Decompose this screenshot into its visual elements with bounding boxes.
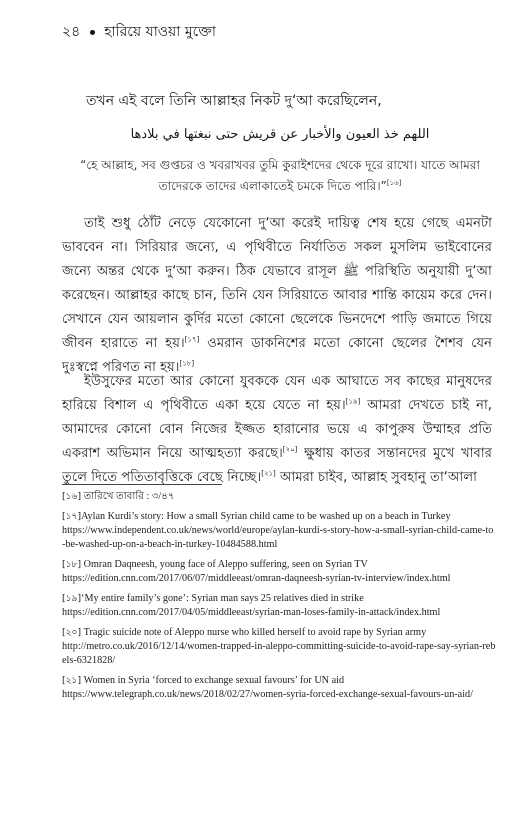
paragraph-text: তাই শুধু ঠোঁট নেড়ে যেকোনো দু‘আ করেই দায়িত্ব শেষ হয়ে গেছে এমনটা ভাববেন না। সিরিয়ার জন্যে, এ পৃথিবীতে নির্যাতিত সকল মুসলিম ভাইবোনের জন্যে অন্তর থেকে দু‘আ করুন। ঠিক যেভাবে রাসূল ﷺ পরিস্থিতি অনুযায়ী দু‘আ করেছেন। আল্লাহর কাছে চান, তিনি যেন সিরিয়াতে আবার শান্তি কায়েম করে দেন। সেখানে যেন আয়লান কুর্দির মতো কোনো ছেলেকে ভিনদেশে পাড়ি জমাতে গিয়ে জীবন হারাতে না হয়।: [62, 216, 493, 351]
paragraph-text: আমরা দেখতে চাই না, আমাদের কোনো বোন নিজের ইজ্জত হারানোর ভয়ে এ কাপুরুষ উম্মাহর প্রতি একরাশ অভিমান নিয়ে আত্মহত্যা করছে।: [62, 398, 492, 461]
paragraph-1: [62, 212, 492, 380]
translation-text: “হে আল্লাহ, সব গুপ্তচর ও খবরাখবর তুমি কুরাইশদের থেকে দূরে রাখো। যাতে আমরা তাদেরকে তাদের এলাকাতেই চমকে দিতে পারি।”: [80, 158, 480, 193]
footnote-label: [১৬]: [62, 491, 82, 502]
bullet-separator: [90, 30, 95, 35]
footnote-title: তারিখে তাবারি : ৩/৪৭: [83, 491, 175, 502]
footnote-ref[interactable]: [১৭]: [184, 335, 200, 344]
footnote-item: [62, 558, 496, 586]
footnote-title: Women in Syria ‘forced to exchange sexual favours’ for UN aid: [83, 675, 345, 686]
footnote-label: [১৮]: [62, 559, 82, 570]
arabic-dua: اللهم خذ العيون والأخبار عن قريش حتى نبغتها في بلادها: [130, 127, 430, 142]
paragraph-text: ইউসুফের মতো আর কোনো যুবককে যেন এক আঘাতে সব কাছের মানুষদের হারিয়ে বিশাল এ পৃথিবীতে একা হয়ে যেতে না হয়।: [62, 374, 492, 413]
footnote-link[interactable]: https://www.telegraph.co.uk/news/2018/02/27/women-syria-forced-exchange-sexual-favours-un-aid/: [62, 689, 473, 700]
running-title: হারিয়ে যাওয়া মুক্তো: [104, 24, 216, 40]
footnote-link[interactable]: https://www.independent.co.uk/news/world/europe/aylan-kurdi-s-story-how-a-small-syrian-child-came-to-be-washed-up-on-a-beach-in-turkey-10484588.html: [62, 525, 494, 550]
footnote-item: [62, 592, 496, 620]
footnote-link[interactable]: https://edition.cnn.com/2017/06/07/middleeast/omran-daqneesh-syrian-tv-interview/index.html: [62, 573, 451, 584]
footnote-label: [২১]: [62, 675, 82, 686]
paragraph-2: [62, 370, 492, 490]
footnote-ref[interactable]: [১৮]: [179, 359, 195, 368]
footnote-title: Tragic suicide note of Aleppo nurse who killed herself to avoid rape by Syrian army: [83, 627, 427, 638]
footnote-link[interactable]: https://edition.cnn.com/2017/04/05/middleeast/syrian-man-loses-family-in-attack/index.html: [62, 607, 441, 618]
footnote-ref[interactable]: [২০]: [282, 445, 298, 454]
paragraph-text: ওমরান ডাকনিশের মতো কোনো ছেলের শৈশব যেন দুঃস্বপ্নে পরিণত না হয়।: [62, 336, 492, 375]
footnote-item: [62, 510, 496, 552]
footnote-ref[interactable]: [১৬]: [386, 179, 402, 187]
page-header: [62, 20, 216, 44]
footnote-item: [62, 626, 496, 668]
footnote-title: Omran Daqneesh, young face of Aleppo suffering, seen on Syrian TV: [83, 559, 368, 570]
page-number: ২৪: [62, 24, 81, 40]
paragraph-text: ক্ষুধায় কাতর সন্তানদের মুখে খাবার তুলে দিতে পতিতাবৃত্তিকে বেছে নিচ্ছে।: [62, 446, 492, 485]
footnote-item: [62, 490, 496, 504]
footnote-link[interactable]: http://metro.co.uk/2016/12/14/women-trapped-in-aleppo-committing-suicide-to-avoid-rape-say-syrian-rebels-6321828/: [62, 641, 496, 666]
footnote-item: [62, 674, 496, 702]
footnote-title: Aylan Kurdi’s story: How a small Syrian child came to be washed up on a beach in Turkey: [81, 511, 451, 522]
footnote-ref[interactable]: [২১]: [261, 469, 276, 478]
footnote-label: [১৯]: [62, 593, 82, 604]
intro-line: তখন এই বলে তিনি আল্লাহর নিকট দু‘আ করেছিলেন,: [86, 93, 382, 109]
paragraph-text: আমরা চাইব, আল্লাহ সুবহানু তা‘আলা: [275, 470, 477, 485]
dua-translation: [70, 155, 490, 197]
footnote-title: ‘My entire family’s gone’: Syrian man says 25 relatives died in strike: [81, 593, 364, 604]
footnote-divider: [62, 484, 222, 485]
footnote-label: [১৭]: [62, 511, 82, 522]
footnote-ref[interactable]: [১৯]: [345, 397, 361, 406]
footnotes: [62, 490, 496, 708]
footnote-label: [২০]: [62, 627, 82, 638]
